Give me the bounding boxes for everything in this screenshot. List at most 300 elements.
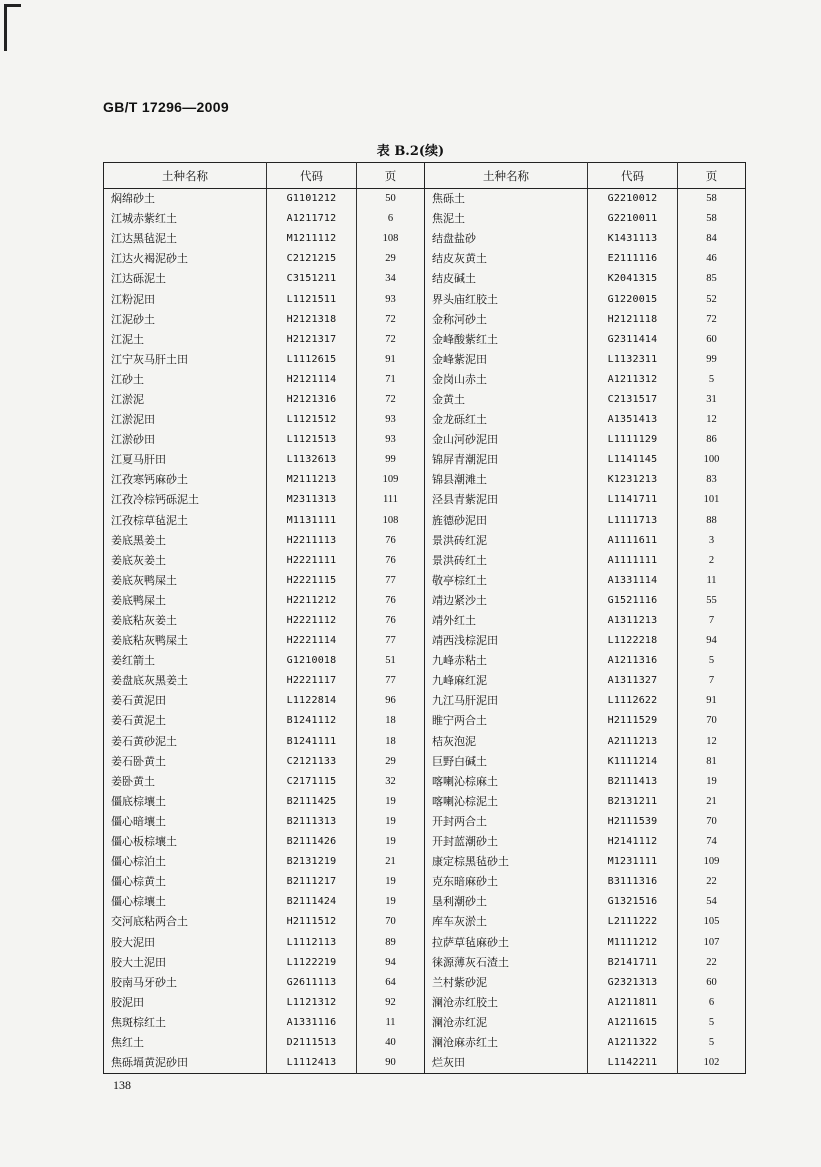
cell-code: G2311414	[588, 330, 678, 350]
cell-code: A1311327	[588, 671, 678, 691]
cell-code: B2111313	[267, 812, 357, 832]
cell-page: 77	[357, 571, 425, 591]
cell-page: 100	[678, 450, 746, 470]
cell-code: H2111539	[588, 812, 678, 832]
cell-soil-name: 锦屏青潮泥田	[425, 450, 588, 470]
cell-code: H2111529	[588, 711, 678, 731]
cell-soil-name: 喀喇沁棕泥土	[425, 792, 588, 812]
cell-page: 83	[678, 470, 746, 490]
cell-page: 21	[678, 792, 746, 812]
table-row	[104, 651, 746, 671]
cell-soil-name: 靖边紧沙土	[425, 591, 588, 611]
table-row	[104, 289, 746, 309]
cell-code: H2211113	[267, 531, 357, 551]
cell-code: H2141112	[588, 832, 678, 852]
cell-code: L1121511	[267, 289, 357, 309]
cell-soil-name: 江淤砂田	[111, 433, 155, 447]
cell-page: 18	[357, 711, 425, 731]
cell-page: 54	[678, 892, 746, 912]
cell-soil-name: 焦砾土	[425, 189, 588, 210]
cell-code: G1210018	[267, 651, 357, 671]
cell-soil-name: 姜底鸭屎土	[111, 593, 166, 607]
cell-page: 88	[678, 511, 746, 531]
cell-code: B2111424	[267, 892, 357, 912]
table-body	[104, 189, 746, 1074]
table-row	[104, 571, 746, 591]
cell-soil-name: 姜底灰姜土	[111, 553, 166, 567]
cell-page: 19	[357, 832, 425, 852]
cell-soil-name: 锦县潮滩土	[425, 470, 588, 490]
cell-code: L2111222	[588, 912, 678, 932]
cell-soil-name: 九江马肝泥田	[425, 691, 588, 711]
cell-page: 52	[678, 289, 746, 309]
cell-soil-name: 僵底棕壤土	[111, 794, 166, 808]
cell-code: H2121317	[267, 330, 357, 350]
cell-soil-name: 九峰麻红泥	[425, 671, 588, 691]
cell-page: 29	[357, 752, 425, 772]
table-row	[104, 209, 746, 229]
cell-code: H2221111	[267, 551, 357, 571]
cell-soil-name: 克东暗麻砂土	[425, 872, 588, 892]
cell-code: G1101212	[267, 189, 357, 210]
cell-soil-name: 九峰赤粘土	[425, 651, 588, 671]
table-row	[104, 410, 746, 430]
cell-page: 11	[678, 571, 746, 591]
cell-code: B2111426	[267, 832, 357, 852]
scan-corner-mark	[4, 4, 21, 51]
cell-soil-name: 金岗山赤土	[425, 370, 588, 390]
cell-soil-name: 金龙砾红土	[425, 410, 588, 430]
cell-soil-name: 姜石黄泥田	[111, 694, 166, 708]
cell-code: K1431113	[588, 229, 678, 249]
cell-soil-name: 结皮灰黄土	[425, 249, 588, 269]
cell-page: 71	[357, 370, 425, 390]
cell-code: H2121318	[267, 310, 357, 330]
cell-soil-name: 景洪砖红土	[425, 551, 588, 571]
cell-page: 111	[357, 490, 425, 510]
cell-page: 91	[357, 350, 425, 370]
cell-page: 58	[678, 209, 746, 229]
cell-code: C2121215	[267, 249, 357, 269]
cell-soil-name: 僵心暗壤土	[111, 814, 166, 828]
cell-soil-name: 焦泥土	[425, 209, 588, 229]
cell-code: H2121118	[588, 310, 678, 330]
cell-code: H2221114	[267, 631, 357, 651]
cell-soil-name: 库车灰淤土	[425, 912, 588, 932]
table-row	[104, 752, 746, 772]
cell-code: B3111316	[588, 872, 678, 892]
cell-code: H2221115	[267, 571, 357, 591]
cell-page: 93	[357, 430, 425, 450]
table-row	[104, 551, 746, 571]
cell-page: 2	[678, 551, 746, 571]
cell-code: A1111111	[588, 551, 678, 571]
cell-code: G2321313	[588, 973, 678, 993]
cell-code: B1241112	[267, 711, 357, 731]
table-row	[104, 350, 746, 370]
cell-page: 6	[678, 993, 746, 1013]
cell-code: A1351413	[588, 410, 678, 430]
cell-page: 22	[678, 872, 746, 892]
cell-soil-name: 金峰紫泥田	[425, 350, 588, 370]
cell-page: 99	[357, 450, 425, 470]
standard-identifier: GB/T 17296—2009	[103, 99, 229, 115]
cell-soil-name: 金黄土	[425, 390, 588, 410]
table-row	[104, 993, 746, 1013]
cell-code: K1231213	[588, 470, 678, 490]
cell-code: A1211811	[588, 993, 678, 1013]
cell-soil-name: 烂灰田	[425, 1053, 588, 1074]
cell-code: L1122218	[588, 631, 678, 651]
cell-soil-name: 姜卧黄土	[111, 774, 155, 788]
table-row	[104, 430, 746, 450]
cell-code: H2211212	[267, 591, 357, 611]
cell-page: 5	[678, 1033, 746, 1053]
cell-soil-name: 江城赤紫红土	[111, 212, 177, 226]
cell-code: L1112622	[588, 691, 678, 711]
cell-page: 90	[357, 1053, 425, 1074]
cell-page: 11	[357, 1013, 425, 1033]
table-row	[104, 490, 746, 510]
cell-soil-name: 喀喇沁棕麻土	[425, 772, 588, 792]
cell-soil-name: 僵心板棕壤土	[111, 835, 177, 849]
cell-code: B2111425	[267, 792, 357, 812]
cell-code: L1112615	[267, 350, 357, 370]
cell-page: 105	[678, 912, 746, 932]
table-row	[104, 229, 746, 249]
cell-soil-name: 徕源薄灰石渣土	[425, 953, 588, 973]
cell-soil-name: 江达黑毡泥土	[111, 232, 177, 246]
table-caption: 表 B.2(续)	[376, 144, 445, 159]
cell-soil-name: 睢宁两合土	[425, 711, 588, 731]
cell-page: 64	[357, 973, 425, 993]
cell-code: B2141711	[588, 953, 678, 973]
cell-page: 46	[678, 249, 746, 269]
cell-code: G2210011	[588, 209, 678, 229]
table-row	[104, 1053, 746, 1074]
cell-code: E2111116	[588, 249, 678, 269]
cell-code: L1142211	[588, 1053, 678, 1074]
cell-page: 72	[357, 390, 425, 410]
table-row	[104, 953, 746, 973]
cell-code: C2131517	[588, 390, 678, 410]
cell-soil-name: 靖外红土	[425, 611, 588, 631]
table-row	[104, 511, 746, 531]
table-row	[104, 189, 746, 210]
cell-soil-name: 焦砾塥黄泥砂田	[111, 1056, 188, 1070]
table-row	[104, 792, 746, 812]
cell-page: 70	[678, 812, 746, 832]
cell-code: A1211322	[588, 1033, 678, 1053]
cell-soil-name: 江孜冷棕钙砾泥土	[111, 493, 199, 507]
cell-code: L1121512	[267, 410, 357, 430]
cell-page: 51	[357, 651, 425, 671]
cell-soil-name: 胶大土泥田	[111, 955, 166, 969]
cell-soil-name: 开封蓝潮砂土	[425, 832, 588, 852]
cell-page: 102	[678, 1053, 746, 1074]
cell-page: 94	[678, 631, 746, 651]
cell-code: A1211615	[588, 1013, 678, 1033]
cell-code: L1141711	[588, 490, 678, 510]
cell-page: 92	[357, 993, 425, 1013]
cell-soil-name: 兰村紫砂泥	[425, 973, 588, 993]
table-row	[104, 711, 746, 731]
cell-code: A1331114	[588, 571, 678, 591]
cell-soil-name: 泾县青紫泥田	[425, 490, 588, 510]
cell-page: 93	[357, 289, 425, 309]
cell-soil-name: 澜沧麻赤红土	[425, 1033, 588, 1053]
cell-page: 108	[357, 229, 425, 249]
table-header	[104, 163, 746, 189]
cell-page: 76	[357, 611, 425, 631]
cell-page: 7	[678, 671, 746, 691]
cell-page: 58	[678, 189, 746, 210]
cell-code: G2210012	[588, 189, 678, 210]
cell-page: 85	[678, 269, 746, 289]
cell-code: B2111413	[588, 772, 678, 792]
col-header-page-right: 页	[678, 163, 746, 189]
table-row	[104, 932, 746, 952]
cell-soil-name: 江宁灰马肝土田	[111, 352, 188, 366]
col-header-page-left: 页	[357, 163, 425, 189]
cell-page: 91	[678, 691, 746, 711]
table-row	[104, 1013, 746, 1033]
table-row	[104, 531, 746, 551]
cell-soil-name: 金峰酸紫红土	[425, 330, 588, 350]
table-row	[104, 310, 746, 330]
cell-soil-name: 胶大泥田	[111, 935, 155, 949]
soil-type-code-table	[103, 162, 746, 1074]
cell-page: 21	[357, 852, 425, 872]
cell-page: 70	[357, 912, 425, 932]
cell-page: 109	[678, 852, 746, 872]
cell-soil-name: 巨野白碱土	[425, 752, 588, 772]
cell-page: 101	[678, 490, 746, 510]
cell-code: L1112113	[267, 932, 357, 952]
cell-page: 84	[678, 229, 746, 249]
cell-page: 3	[678, 531, 746, 551]
cell-soil-name: 江夏马肝田	[111, 453, 166, 467]
cell-page: 94	[357, 953, 425, 973]
cell-code: A1211712	[267, 209, 357, 229]
cell-code: L1121312	[267, 993, 357, 1013]
page-number: 138	[113, 1078, 131, 1092]
cell-page: 77	[357, 631, 425, 651]
cell-code: B1241111	[267, 732, 357, 752]
cell-soil-name: 拉萨草毡麻砂土	[425, 932, 588, 952]
cell-code: G1321516	[588, 892, 678, 912]
cell-code: A1111611	[588, 531, 678, 551]
cell-page: 19	[357, 792, 425, 812]
cell-code: L1121513	[267, 430, 357, 450]
cell-page: 77	[357, 671, 425, 691]
cell-code: M1211112	[267, 229, 357, 249]
cell-code: M1111212	[588, 932, 678, 952]
cell-page: 19	[678, 772, 746, 792]
col-header-soil-name-right: 土种名称	[425, 163, 588, 189]
cell-soil-name: 江粉泥田	[111, 292, 155, 306]
cell-soil-name: 江淤泥	[111, 392, 144, 406]
table-row	[104, 269, 746, 289]
cell-code: C2121133	[267, 752, 357, 772]
cell-soil-name: 开封两合土	[425, 812, 588, 832]
cell-page: 60	[678, 973, 746, 993]
cell-soil-name: 姜底黑姜土	[111, 533, 166, 547]
cell-soil-name: 江泥土	[111, 332, 144, 346]
cell-code: L1111129	[588, 430, 678, 450]
cell-soil-name: 焖绵砂土	[111, 192, 155, 206]
cell-page: 12	[678, 732, 746, 752]
cell-page: 12	[678, 410, 746, 430]
table-row	[104, 611, 746, 631]
cell-code: L1122814	[267, 691, 357, 711]
cell-page: 22	[678, 953, 746, 973]
cell-page: 72	[678, 310, 746, 330]
cell-soil-name: 澜沧赤红泥	[425, 1013, 588, 1033]
cell-code: H2121114	[267, 370, 357, 390]
cell-page: 81	[678, 752, 746, 772]
cell-page: 55	[678, 591, 746, 611]
col-header-code-right: 代码	[588, 163, 678, 189]
table-row	[104, 631, 746, 651]
cell-code: H2221117	[267, 671, 357, 691]
cell-page: 60	[678, 330, 746, 350]
cell-page: 6	[357, 209, 425, 229]
cell-soil-name: 交河底粘两合土	[111, 915, 188, 929]
table-row	[104, 812, 746, 832]
cell-code: H2121316	[267, 390, 357, 410]
cell-code: M2111213	[267, 470, 357, 490]
table-row	[104, 973, 746, 993]
cell-soil-name: 江达砾泥土	[111, 272, 166, 286]
table-row	[104, 852, 746, 872]
cell-page: 72	[357, 310, 425, 330]
cell-page: 109	[357, 470, 425, 490]
table-row	[104, 370, 746, 390]
cell-code: M2311313	[267, 490, 357, 510]
table-row	[104, 691, 746, 711]
cell-soil-name: 姜底粘灰鸭屎土	[111, 634, 188, 648]
table-row	[104, 912, 746, 932]
cell-code: G1220015	[588, 289, 678, 309]
cell-code: L1132311	[588, 350, 678, 370]
cell-code: G1521116	[588, 591, 678, 611]
cell-soil-name: 姜石卧黄土	[111, 754, 166, 768]
cell-code: L1111713	[588, 511, 678, 531]
cell-soil-name: 垦利潮砂土	[425, 892, 588, 912]
table-row	[104, 872, 746, 892]
cell-page: 32	[357, 772, 425, 792]
cell-code: A1311213	[588, 611, 678, 631]
cell-code: M1131111	[267, 511, 357, 531]
cell-page: 7	[678, 611, 746, 631]
cell-soil-name: 姜红箭土	[111, 654, 155, 668]
cell-soil-name: 金称河砂土	[425, 310, 588, 330]
cell-page: 5	[678, 1013, 746, 1033]
cell-soil-name: 旌德砂泥田	[425, 511, 588, 531]
cell-soil-name: 江砂土	[111, 372, 144, 386]
cell-page: 5	[678, 651, 746, 671]
cell-page: 107	[678, 932, 746, 952]
cell-page: 76	[357, 531, 425, 551]
cell-code: M1231111	[588, 852, 678, 872]
cell-page: 50	[357, 189, 425, 210]
cell-page: 31	[678, 390, 746, 410]
cell-code: A2111213	[588, 732, 678, 752]
cell-code: L1141145	[588, 450, 678, 470]
cell-page: 34	[357, 269, 425, 289]
table-row	[104, 330, 746, 350]
table-row	[104, 390, 746, 410]
cell-soil-name: 江达火褐泥砂土	[111, 252, 188, 266]
cell-code: A1211316	[588, 651, 678, 671]
cell-code: H2111512	[267, 912, 357, 932]
cell-code: L1132613	[267, 450, 357, 470]
col-header-code-left: 代码	[267, 163, 357, 189]
cell-soil-name: 结皮碱土	[425, 269, 588, 289]
cell-soil-name: 姜石黄泥土	[111, 714, 166, 728]
table-row	[104, 1033, 746, 1053]
cell-code: B2131211	[588, 792, 678, 812]
cell-page: 76	[357, 591, 425, 611]
cell-page: 40	[357, 1033, 425, 1053]
cell-soil-name: 金山河砂泥田	[425, 430, 588, 450]
table-row	[104, 671, 746, 691]
cell-page: 96	[357, 691, 425, 711]
cell-soil-name: 焦红土	[111, 1035, 144, 1049]
cell-page: 72	[357, 330, 425, 350]
table-row	[104, 249, 746, 269]
cell-soil-name: 姜底粘灰姜土	[111, 614, 177, 628]
cell-page: 89	[357, 932, 425, 952]
cell-soil-name: 僵心棕壤土	[111, 895, 166, 909]
col-header-soil-name-left: 土种名称	[104, 163, 267, 189]
cell-code: K2041315	[588, 269, 678, 289]
cell-soil-name: 桔灰泡泥	[425, 732, 588, 752]
table-row	[104, 450, 746, 470]
cell-page: 93	[357, 410, 425, 430]
cell-soil-name: 敬亭棕红土	[425, 571, 588, 591]
soil-type-table-container	[103, 162, 745, 1074]
cell-page: 19	[357, 892, 425, 912]
cell-code: D2111513	[267, 1033, 357, 1053]
cell-code: H2221112	[267, 611, 357, 631]
cell-code: K1111214	[588, 752, 678, 772]
cell-page: 86	[678, 430, 746, 450]
cell-page: 108	[357, 511, 425, 531]
cell-page: 19	[357, 812, 425, 832]
table-row	[104, 591, 746, 611]
cell-soil-name: 江泥砂土	[111, 312, 155, 326]
cell-soil-name: 姜石黄砂泥土	[111, 734, 177, 748]
cell-soil-name: 界头庙红胶土	[425, 289, 588, 309]
cell-code: B2131219	[267, 852, 357, 872]
cell-code: B2111217	[267, 872, 357, 892]
cell-code: L1122219	[267, 953, 357, 973]
cell-soil-name: 江孜棕草毡泥土	[111, 513, 188, 527]
cell-soil-name: 胶泥田	[111, 995, 144, 1009]
cell-soil-name: 胶南马牙砂土	[111, 975, 177, 989]
table-row	[104, 892, 746, 912]
cell-page: 18	[357, 732, 425, 752]
cell-page: 76	[357, 551, 425, 571]
cell-soil-name: 姜底灰鸭屎土	[111, 573, 177, 587]
cell-soil-name: 焦斑棕红土	[111, 1015, 166, 1029]
cell-page: 5	[678, 370, 746, 390]
cell-soil-name: 江淤泥田	[111, 413, 155, 427]
cell-code: C2171115	[267, 772, 357, 792]
table-row	[104, 732, 746, 752]
